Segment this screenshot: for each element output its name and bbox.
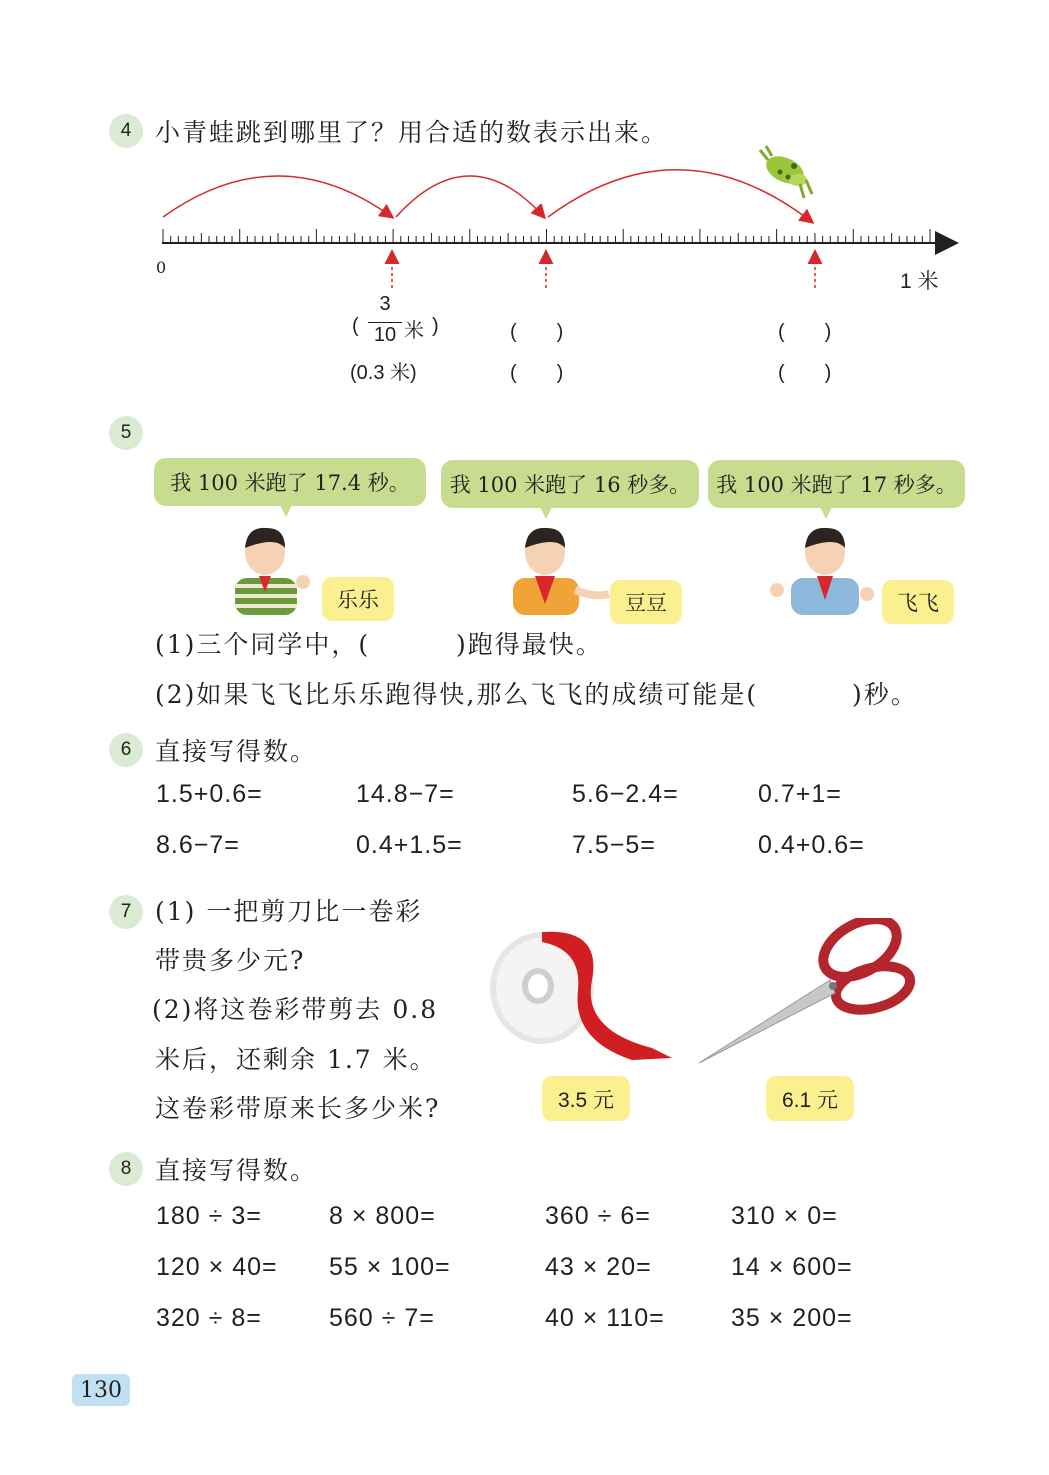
calc-item: 35 × 200=: [731, 1304, 853, 1332]
question-4-text: 小青蛙跳到哪里了？用合适的数表示出来。: [155, 118, 669, 147]
calc-item: 14.8−7=: [356, 780, 455, 808]
calc-item: 1.5+0.6=: [156, 780, 263, 808]
calc-item: 8.6−7=: [156, 831, 240, 859]
calc-item: 14 × 600=: [731, 1253, 853, 1281]
answer-blank-decimal-3[interactable]: ( ): [778, 362, 832, 384]
question-6-title: 直接写得数。: [155, 737, 318, 766]
speech-bubble-tail: [540, 507, 552, 519]
question-number-5: 5: [109, 416, 143, 450]
calc-item: 310 × 0=: [731, 1202, 838, 1230]
number-line-end-label: 1 米: [900, 270, 939, 293]
price-tag-scissors: 6.1 元: [766, 1076, 854, 1121]
name-tag-lele: 乐乐: [322, 577, 394, 621]
calc-item: 5.6−2.4=: [572, 780, 679, 808]
question-7-line-5: 这卷彩带原来长多少米?: [155, 1094, 441, 1123]
name-tag-feifei: 飞飞: [882, 580, 954, 624]
fraction-left-paren: (: [352, 315, 359, 337]
speech-bubble-tail: [820, 507, 832, 519]
calc-item: 560 ÷ 7=: [329, 1304, 435, 1332]
boy-lele-illustration: [225, 520, 315, 615]
calc-item: 0.4+1.5=: [356, 831, 463, 859]
question-number-7: 7: [109, 895, 143, 929]
ribbon-roll-illustration: [482, 920, 682, 1070]
answer-blank-decimal-2[interactable]: ( ): [510, 362, 564, 384]
calc-item: 8 × 800=: [329, 1202, 436, 1230]
answer-blank-fraction-3[interactable]: ( ): [778, 321, 832, 343]
boy-feifei-illustration: [765, 520, 875, 615]
jump-arc-1: [163, 176, 392, 217]
question-7-line-2: 带贵多少元?: [155, 946, 306, 975]
fraction-denominator: 10: [373, 324, 397, 346]
question-number-6: 6: [109, 733, 143, 767]
question-5-sub1-prefix: (1)三个同学中，(: [155, 630, 371, 659]
scissors-illustration: [695, 918, 915, 1068]
price-tag-ribbon: 3.5 元: [542, 1076, 630, 1121]
speech-bubble-feifei: 我 100 米跑了 17 秒多。: [708, 460, 965, 508]
fraction-right-paren: ): [432, 315, 439, 337]
calc-item: 0.7+1=: [758, 780, 842, 808]
calc-item: 180 ÷ 3=: [156, 1202, 262, 1230]
jump-arc-2: [396, 176, 544, 217]
calc-item: 360 ÷ 6=: [545, 1202, 651, 1230]
question-number-8: 8: [109, 1152, 143, 1186]
calc-item: 0.4+0.6=: [758, 831, 865, 859]
calc-item: 7.5−5=: [572, 831, 656, 859]
fraction-bar: [368, 322, 402, 323]
fraction-unit: 米: [404, 318, 424, 342]
fraction-numerator: 3: [379, 293, 391, 315]
question-5-sub1-suffix: )跑得最快。: [456, 630, 603, 659]
page-number: 130: [72, 1374, 130, 1406]
question-7-line-4: 米后，还剩余 1.7 米。: [155, 1045, 437, 1074]
boy-doudou-illustration: [505, 520, 615, 615]
frog-illustration: [760, 146, 812, 198]
calc-item: 120 × 40=: [156, 1253, 278, 1281]
question-7-line-1: (1) 一把剪刀比一卷彩: [155, 897, 423, 926]
question-5-sub2-prefix: (2)如果飞飞比乐乐跑得快,那么飞飞的成绩可能是(: [155, 680, 759, 709]
question-5-sub2-suffix: )秒。: [852, 680, 918, 709]
speech-bubble-tail: [280, 505, 292, 517]
question-8-title: 直接写得数。: [155, 1156, 318, 1185]
speech-bubble-doudou: 我 100 米跑了 16 秒多。: [441, 460, 699, 508]
number-line-zero-label: 0: [156, 258, 167, 277]
answer-blank-fraction-2[interactable]: ( ): [510, 321, 564, 343]
calc-item: 320 ÷ 8=: [156, 1304, 262, 1332]
calc-item: 40 × 110=: [545, 1304, 665, 1332]
calc-item: 43 × 20=: [545, 1253, 652, 1281]
calc-item: 55 × 100=: [329, 1253, 451, 1281]
speech-bubble-lele: 我 100 米跑了 17.4 秒。: [154, 458, 426, 506]
number-line-ticks: [163, 229, 930, 243]
question-7-line-3: (2)将这卷彩带剪去 0.8: [152, 995, 439, 1024]
jump-arc-3: [548, 170, 812, 222]
name-tag-doudou: 豆豆: [610, 580, 682, 624]
decimal-answer-1: (0.3 米): [350, 362, 417, 384]
question-number-4: 4: [109, 114, 143, 148]
